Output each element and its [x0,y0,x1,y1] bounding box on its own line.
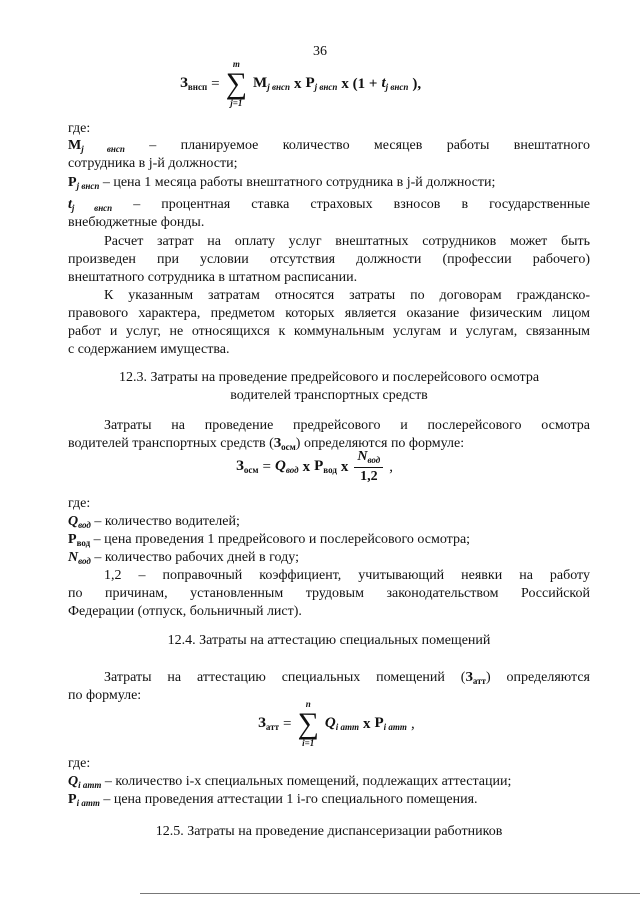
heading-12-3-line-2: водителей транспортных средств [230,388,428,403]
paragraph-3-line-1: Затраты на проведение предрейсового и послерейсового осмотра [104,418,590,433]
definition-p-att: $Р_{i атт}$ – цена проведения аттестации 1 i-го специального помещения. [68,792,478,808]
definition-t-cont: внебюджетные фонды. [68,215,205,230]
sum-symbol: m ∑ j=1 [225,59,248,108]
paragraph-3-line-2: водителей транспортных средств $(З_{осм})$ определяются по формуле: [68,436,465,452]
where-label-3: где: [68,756,91,771]
formula-non-staff: $З_{внсп}$ = m ∑ j=1 $М_{j внсп}$ x $Р_{j внсп}$ x (1 + $t_{j внсп}$ ), [180,59,422,108]
paragraph-2-line-2: правового характера, предметом которых является оказание физическим лицом [68,306,590,321]
paragraph-4-line-2: по формуле: [68,688,142,703]
formula-attestation: $З_{атт}$ = n ∑ i=1 $Q_{i атт}$ x $Р_{i атт}$ , [258,699,415,748]
definition-q-att: $Q_{i атт}$ – количество i-х специальных помещений, подлежащих аттестации; [68,774,512,790]
definition-q-vod: $Q_{вод}$ – количество водителей; [68,514,240,530]
definition-p-vod: $Р_{вод}$ – цена проведения 1 предрейсового и послерейсового осмотра; [68,532,471,548]
paragraph-1-line-2: произведен при условии отсутствия должности (профессии рабочего) [68,252,590,267]
definition-coefficient-line-2: по причинам, установленным трудовым законодательством Российской [68,586,590,601]
heading-12-5: 12.5. Затраты на проведение диспансеризации работников [155,824,503,839]
definition-coefficient-line-3: Федерации (отпуск, больничный лист). [68,604,302,619]
definition-n-vod: $N_{вод}$ – количество рабочих дней в году; [68,550,299,566]
paragraph-2-line-1: К указанным затратам относятся затраты по договорам гражданско- [104,288,590,303]
definition-p: $Р_{j внсп}$ – цена 1 месяца работы внештатного сотрудника в j-й должности; [68,175,496,191]
definition-m-cont: сотрудника в j-й должности; [68,156,238,171]
paragraph-1-line-1: Расчет затрат на оплату услуг внештатных сотрудников может быть [104,234,590,249]
where-label-1: где: [68,121,91,136]
scan-edge-line [140,893,640,894]
page-number: 36 [313,44,327,59]
heading-12-3-line-1: 12.3. Затраты на проведение предрейсового и послерейсового осмотра [118,370,540,385]
paragraph-2-line-3: работ и услуг, не относящихся к коммунальным услугам и услугам, связанным [68,324,590,339]
sum-symbol: n ∑ i=1 [297,699,319,748]
paragraph-4-line-1: Затраты на аттестацию специальных помещений $(З_{атт})$ определяются [104,670,590,686]
paragraph-2-line-4: с содержанием имущества. [68,342,230,357]
definition-coefficient-line-1: 1,2 – поправочный коэффициент, учитывающий неявки на работу [104,568,590,583]
paragraph-1-line-3: внештатного сотрудника в штатном расписании. [68,270,358,285]
heading-12-4: 12.4. Затраты на аттестацию специальных помещений [167,633,491,648]
where-label-2: где: [68,496,91,511]
formula-inspection: $З_{осм}$ = $Q_{вод}$ x $Р_{вод}$ x $\frac{N_{вод}}{1,2}$ , [236,449,393,484]
definition-t: $t_{j внсп}$ – процентная ставка страховых взносов в государственные [68,197,590,213]
fraction: $\frac{N_{вод}}{1,2}$ [354,450,383,484]
definition-m: $М_{j внсп}$ – планируемое количество месяцев работы внештатного [68,138,590,154]
